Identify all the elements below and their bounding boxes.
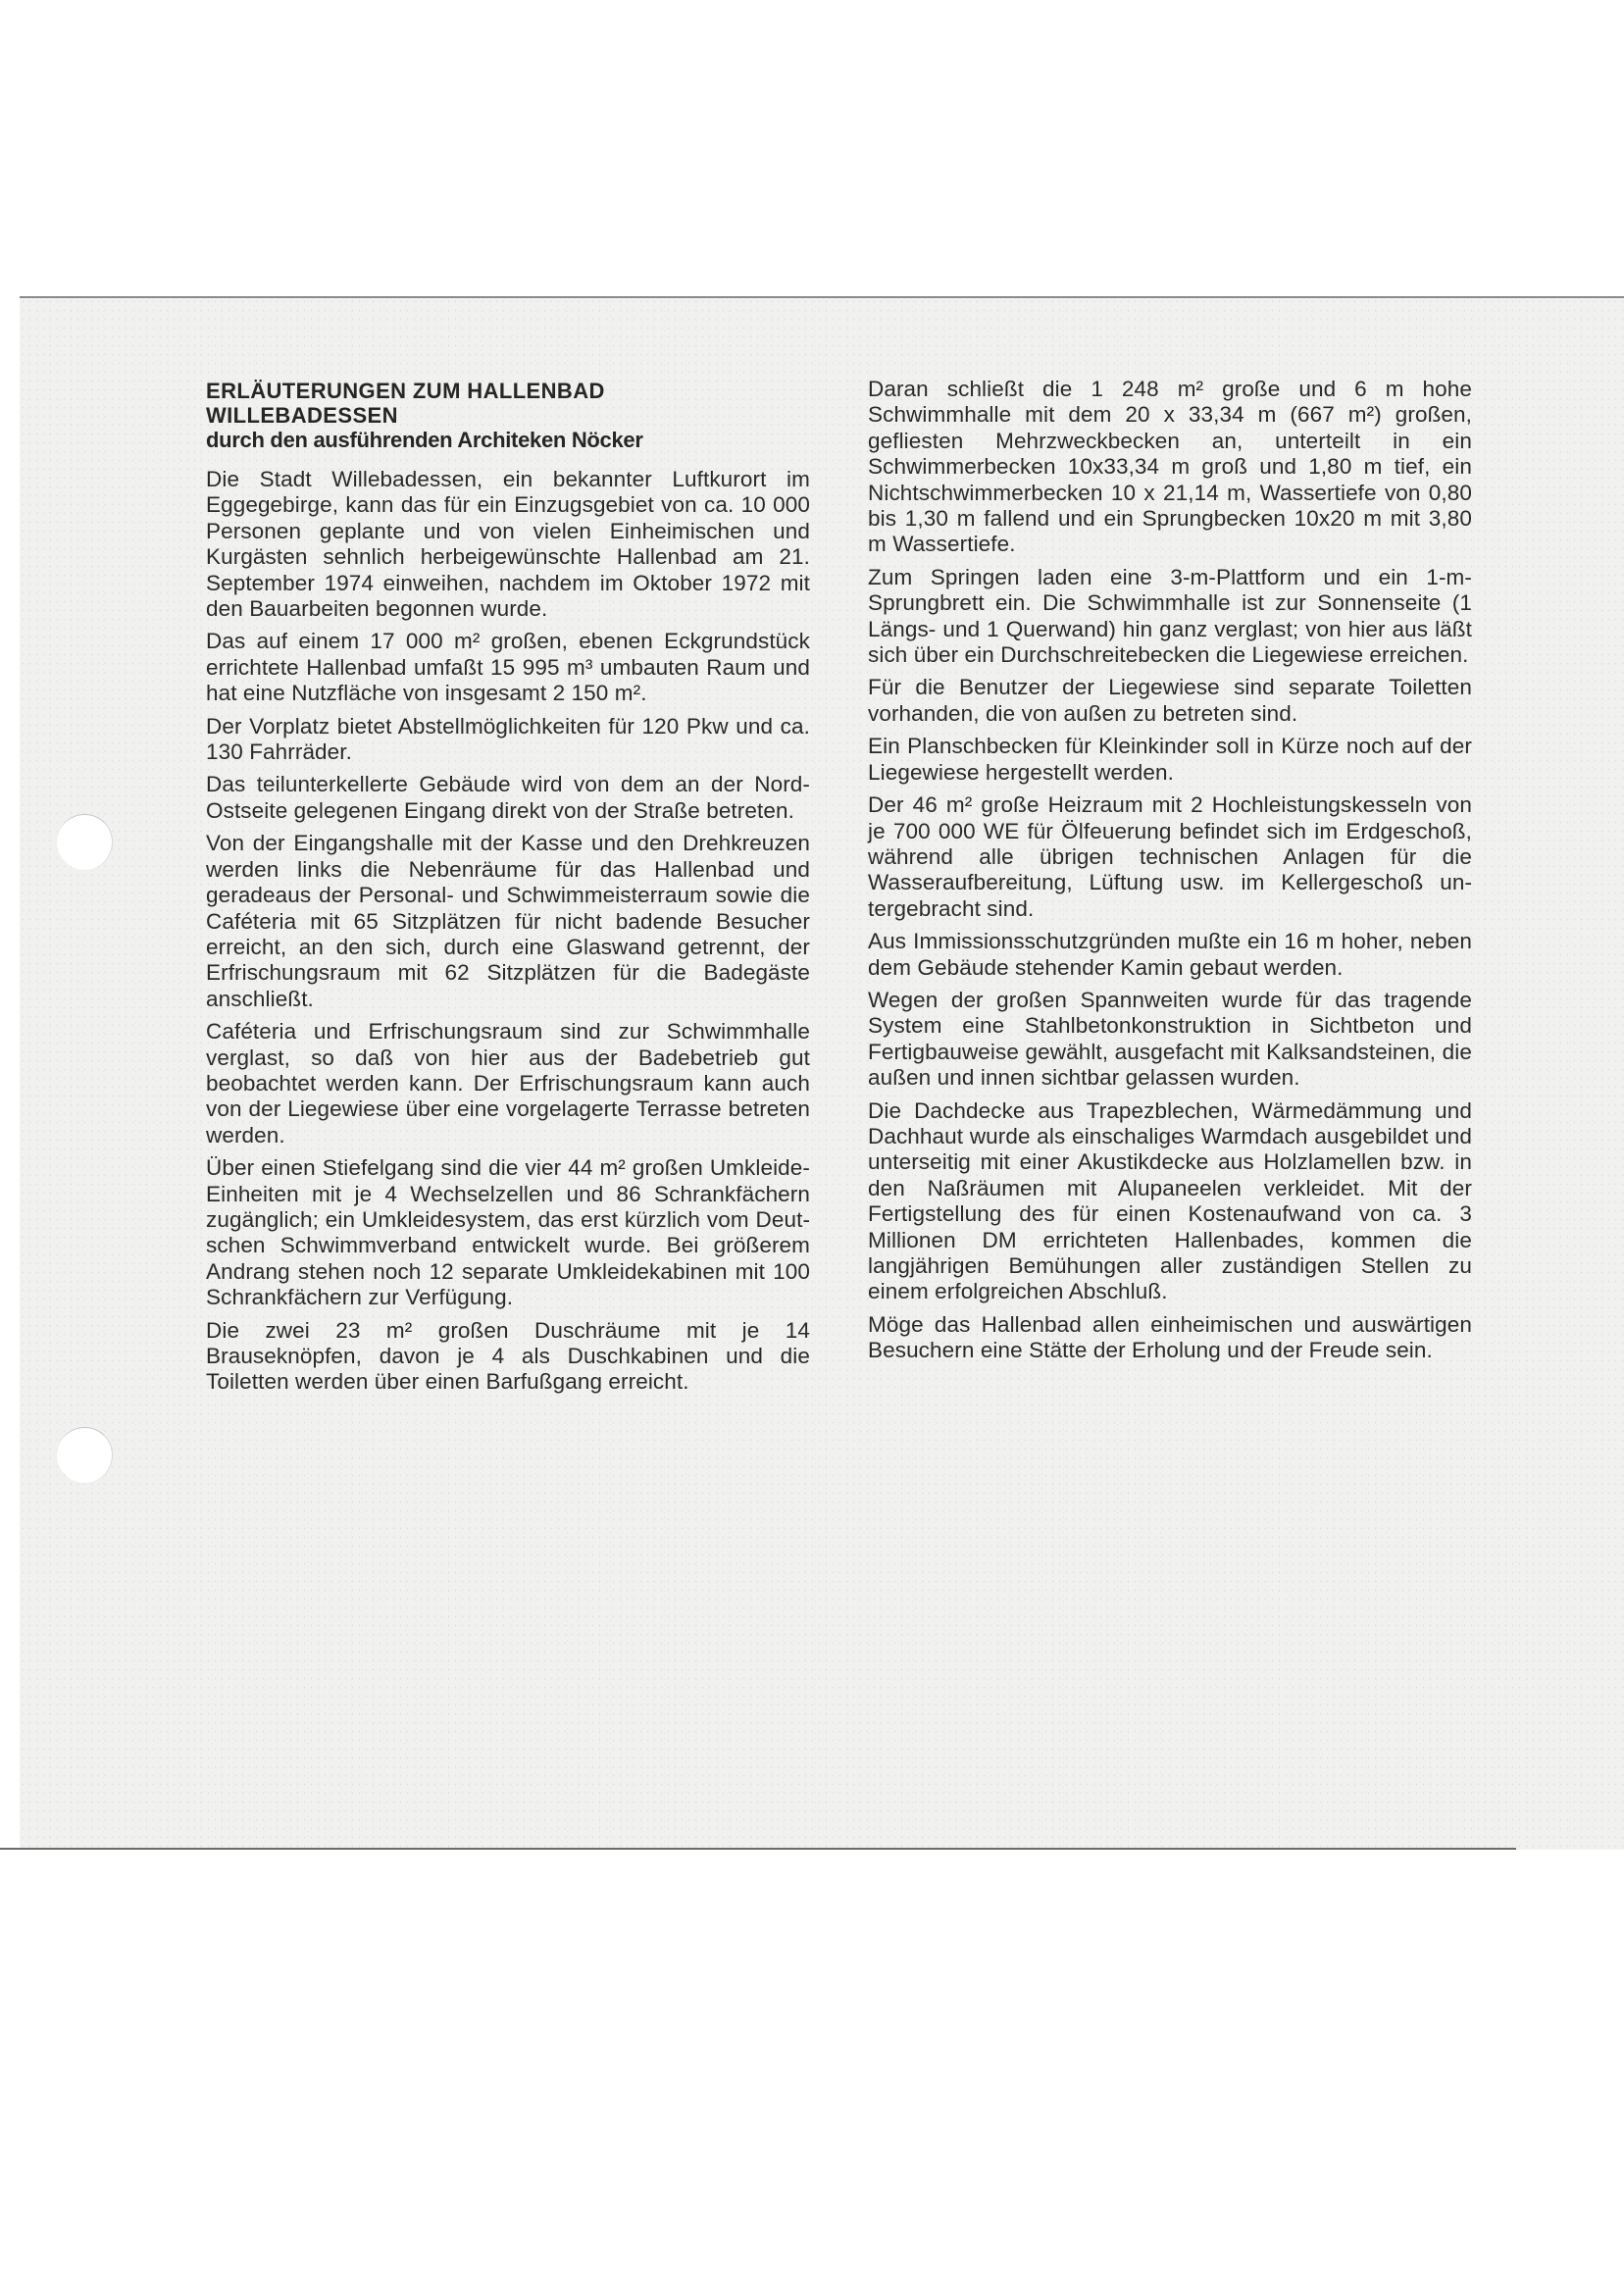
punch-hole-mark	[57, 814, 113, 870]
paragraph: Der 46 m² große Heizraum mit 2 Hochleistungskesseln von je 700 000 WE für Ölfeuerung befindet sich im Erdgeschoß, während alle übrigen technischen Anlagen für die Wasseraufbereitung, Lüftung usw. im Kellergeschoß untergebracht sind.	[868, 792, 1472, 921]
title-line-2: WILLEBADESSEN	[206, 403, 398, 428]
top-rule	[20, 296, 1624, 298]
paragraph: Das auf einem 17 000 m² großen, ebenen Eckgrundstück errichtete Hallenbad umfaßt 15 995 m³ umbauten Raum und hat eine Nutzfläche von insgesamt 2 150 m².	[206, 629, 810, 706]
paragraph: Von der Eingangshalle mit der Kasse und den Drehkreuzen werden links die Nebenräume für das Hallenbad und geradeaus der Personal- und Schwimmeisterraum sowie die Caféteria mit 65 Sitzplätzen für nicht badende Besucher erreicht, an den sich, durch eine Glaswand getrennt, der Erfrischungsraum mit 62 Sitzplätzen für die Badegäste anschließt.	[206, 831, 810, 1011]
document-subtitle: durch den ausführenden Architeken Nöcker	[206, 428, 643, 452]
right-column	[868, 377, 1472, 1371]
paragraph: Das teilunterkellerte Gebäude wird von dem an der Nord-Ostseite gelegenen Eingang direkt von der Straße betreten.	[206, 772, 810, 823]
paragraph: Daran schließt die 1 248 m² große und 6 m hohe Schwimmhalle mit dem 20 x 33,34 m (667 m²) großen, gefliesten Mehrzweckbecken an, unterteilt in ein Schwimmerbecken 10x33,34 m groß und 1,80 m tief, ein Nichtschwimmerbecken 10 x 21,14 m, Wassertiefe von 0,80 bis 1,30 m fallend und ein Sprungbecken 10x20 m mit 3,80 m Wassertiefe.	[868, 377, 1472, 557]
bottom-rule	[0, 1848, 1516, 1850]
paragraph: Wegen der großen Spannweiten wurde für das tragende System eine Stahlbetonkonstruktion in Sichtbeton und Fertigbauweise gewählt, ausgefacht mit Kalksandsteinen, die außen und innen sichtbar gelassen wurden.	[868, 987, 1472, 1091]
punch-hole-mark	[57, 1427, 113, 1483]
paragraph: Die Stadt Willebadessen, ein bekannter Luftkurort im Eggegebirge, kann das für ein Einzugsgebiet von ca. 10 000 Personen geplante und von vielen Einheimischen und Kurgästen sehnlich herbeigewünschte Hallenbad am 21. September 1974 einweihen, nachdem im Oktober 1972 mit den Bauarbeiten begonnen wurde.	[206, 467, 810, 622]
document-title	[206, 379, 810, 428]
paragraph: Über einen Stiefelgang sind die vier 44 m² großen Umkleide-Einheiten mit je 4 Wechselzellen und 86 Schrankfächern zugänglich; ein Umkleidesystem, das erst kürzlich vom Deutschen Schwimmverband entwickelt wurde. Bei größerem Andrang stehen noch 12 separate Umkleidekabinen mit 100 Schrankfächern zur Verfügung.	[206, 1155, 810, 1310]
paragraph: Aus Immissionsschutzgründen mußte ein 16 m hoher, neben dem Gebäude stehender Kamin gebaut werden.	[868, 929, 1472, 980]
paragraph: Der Vorplatz bietet Abstellmöglichkeiten für 120 Pkw und ca. 130 Fahrräder.	[206, 713, 810, 765]
paragraph: Möge das Hallenbad allen einheimischen und auswärtigen Besuchern eine Stätte der Erholung und der Freude sein.	[868, 1311, 1472, 1363]
paragraph: Ein Planschbecken für Kleinkinder soll in Kürze noch auf der Liegewiese hergestellt werden.	[868, 734, 1472, 785]
title-line-1: ERLÄUTERUNGEN ZUM HALLENBAD	[206, 379, 605, 403]
paragraph: Die Dachdecke aus Trapezblechen, Wärmedämmung und Dachhaut wurde als einschaliges Warmdach ausgebildet und unterseitig mit einer Akustikdecke aus Holzlamellen bzw. in den Naßräumen mit Alupaneelen verkleidet. Mit der Fertigstellung des für einen Kostenaufwand von ca. 3 Millionen DM errichteten Hallenbades, kommen die langjährigen Bemühungen aller zuständigen Stellen zu einem erfolgreichen Abschluß.	[868, 1097, 1472, 1304]
paragraph: Die zwei 23 m² großen Duschräume mit je 14 Brauseknöpfen, davon je 4 als Duschkabinen und die Toiletten werden über einen Barfußgang erreicht.	[206, 1317, 810, 1395]
paragraph: Für die Benutzer der Liegewiese sind separate Toiletten vorhanden, die von außen zu betreten sind.	[868, 675, 1472, 726]
paragraph: Zum Springen laden eine 3-m-Plattform und ein 1-m-Sprungbrett ein. Die Schwimmhalle ist zur Sonnenseite (1 Längs- und 1 Querwand) hin ganz verglast; von hier aus läßt sich über ein Durchschreitebecken die Liegewiese erreichen.	[868, 564, 1472, 668]
paragraph: Caféteria und Erfrischungsraum sind zur Schwimmhalle verglast, so daß von hier aus der Badebetrieb gut beobachtet werden kann. Der Erfrischungsraum kann auch von der Liegewiese über eine vorgelagerte Terrasse betreten werden.	[206, 1019, 810, 1147]
left-column	[206, 379, 810, 1402]
